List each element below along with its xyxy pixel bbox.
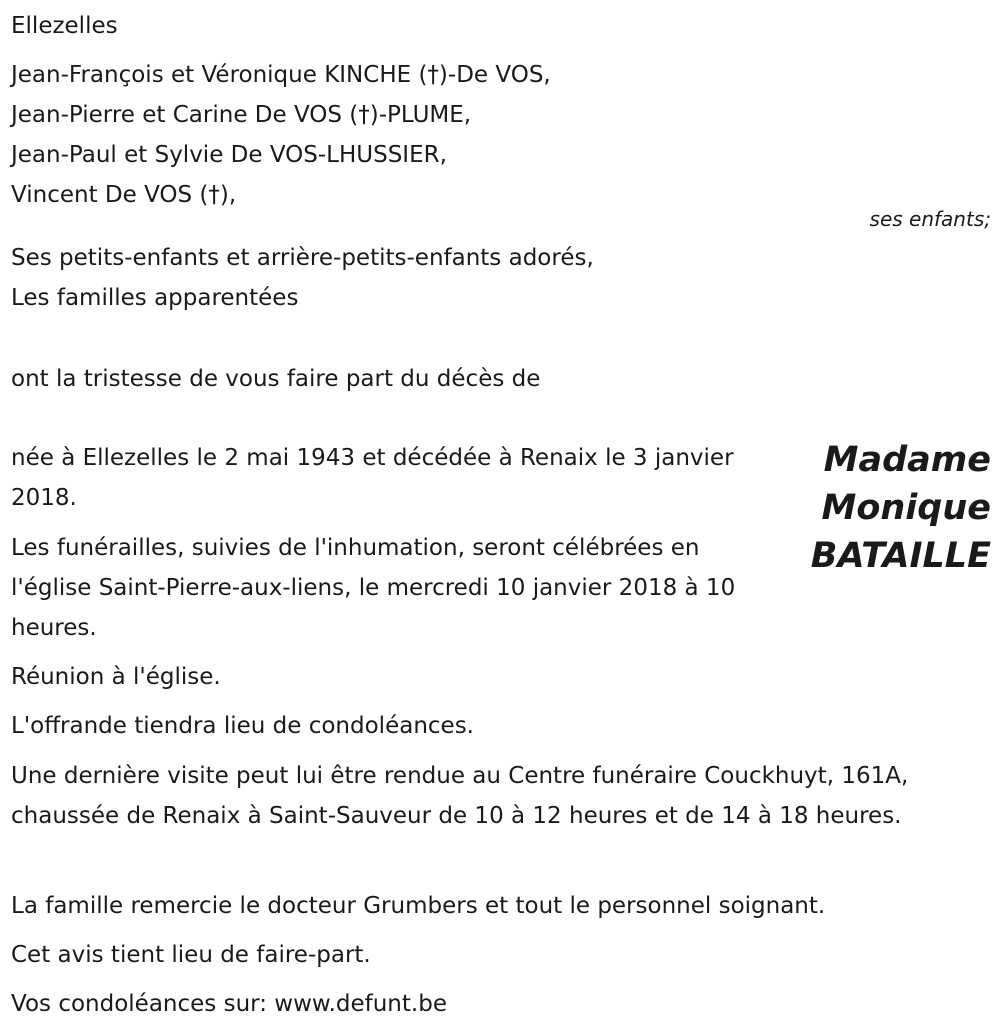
- announcement: ont la tristesse de vous faire part du décès de: [11, 366, 541, 392]
- birth-death: née à Ellezelles le 2 mai 1943 et décédée à Renaix le 3 janvier 2018.: [11, 445, 734, 511]
- location: Ellezelles: [11, 13, 118, 39]
- meeting: Réunion à l'église.: [11, 664, 221, 690]
- deceased-title: Madame: [823, 440, 991, 480]
- deceased-last-name: BATAILLE: [810, 536, 991, 576]
- family-line-2: Les familles apparentées: [11, 285, 299, 311]
- family-line-1: Ses petits-enfants et arrière-petits-enfants adorés,: [11, 245, 594, 271]
- deceased-first-name: Monique: [821, 488, 991, 528]
- offering: L'offrande tiendra lieu de condoléances.: [11, 713, 474, 739]
- child-line-2: Jean-Pierre et Carine De VOS (†)-PLUME,: [11, 102, 472, 128]
- deceased-name: [811, 436, 991, 580]
- last-visit: Une dernière visite peut lui être rendue au Centre funéraire Couckhuyt, 161A, chaussée de Renaix à Saint-Sauveur de 10 à 12 heures et de 14 à 18 heures.: [11, 763, 909, 829]
- children-role: ses enfants;: [869, 207, 991, 231]
- notice: Cet avis tient lieu de faire-part.: [11, 942, 371, 968]
- funeral-details: Les funérailles, suivies de l'inhumation, seront célébrées en l'église Saint-Pierre-aux-liens, le mercredi 10 janvier 2018 à 10 heures.: [11, 535, 736, 641]
- child-line-4: Vincent De VOS (†),: [11, 182, 237, 208]
- child-line-3: Jean-Paul et Sylvie De VOS-LHUSSIER,: [11, 142, 447, 168]
- condolences: Vos condoléances sur: www.defunt.be: [11, 991, 447, 1017]
- child-line-1: Jean-François et Véronique KINCHE (†)-De VOS,: [11, 62, 551, 88]
- thanks: La famille remercie le docteur Grumbers et tout le personnel soignant.: [11, 893, 826, 919]
